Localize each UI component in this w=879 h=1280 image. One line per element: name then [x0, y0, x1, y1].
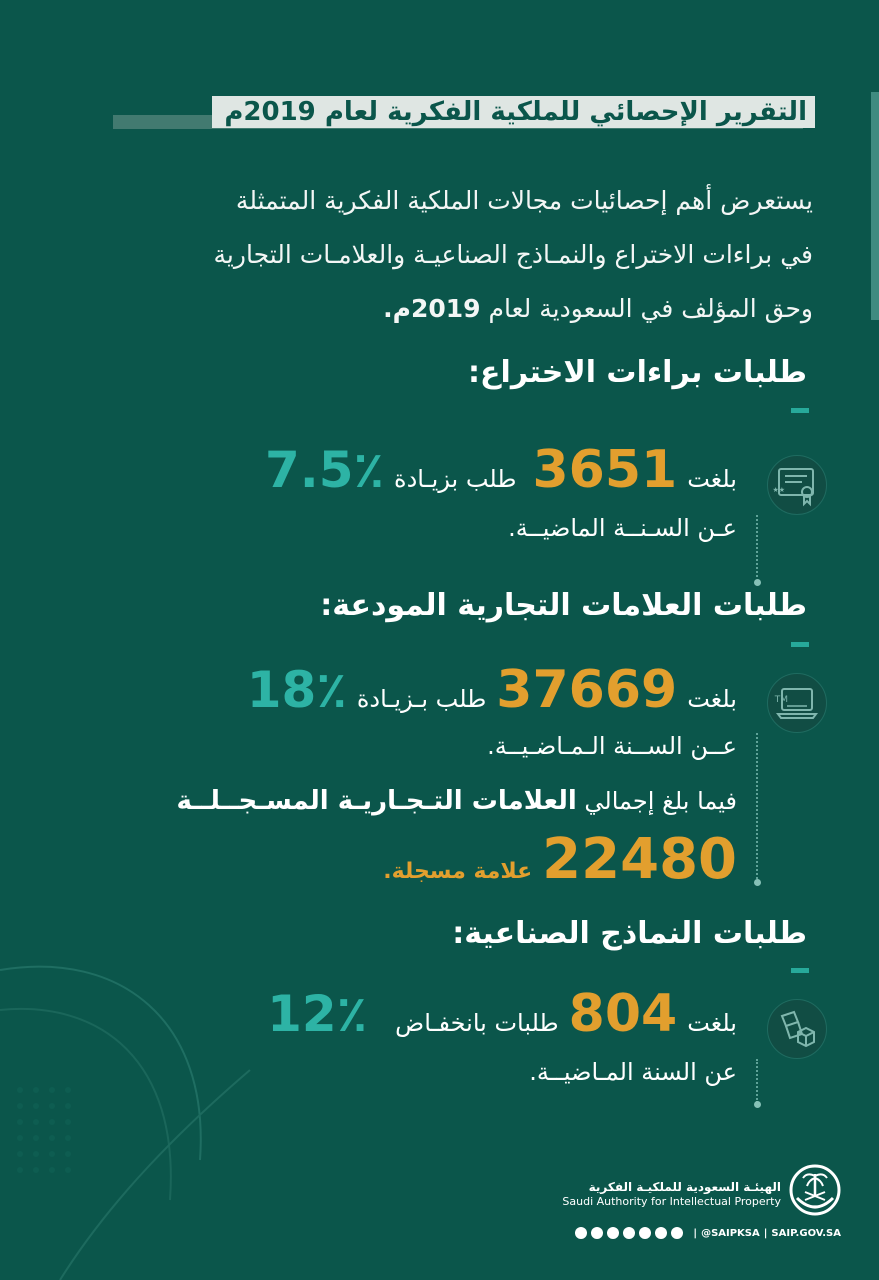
certificate-icon [772, 464, 818, 506]
patents-dash [791, 408, 809, 413]
patents-connector [754, 515, 758, 577]
trademarks-icon-badge [767, 673, 827, 733]
footer-org-en: Saudi Authority for Intellectual Property [562, 1195, 781, 1208]
footer-org-ar: الهيئـة السعودية للملكيـة الفكرية [588, 1180, 781, 1194]
intro-line-1: يستعرض أهم إحصائيات مجالات الملكية الفكرية المتمثلة [235, 186, 813, 215]
trademarks-total-value: 22480 [542, 827, 737, 892]
background-arcs-decoration [0, 900, 260, 1280]
trademarks-middle: طلب بـزيـادة [356, 685, 487, 713]
footer-links [575, 1227, 841, 1239]
svg-text:★★: ★★ [772, 486, 785, 494]
trademarks-connector [754, 733, 758, 879]
patents-value: 3651 [532, 440, 678, 500]
designs-value: 804 [568, 984, 678, 1044]
intro-line-2: في براءات الاختراع والنمـاذج الصناعيـة والعلامـات التجارية [213, 240, 813, 269]
patents-dot [754, 579, 761, 586]
facebook-icon[interactable] [575, 1227, 587, 1239]
linkedin-icon[interactable] [671, 1227, 683, 1239]
patents-suffix: عـن السـنــة الماضيــة. [508, 514, 737, 542]
patents-percent: 7.5٪ [264, 441, 385, 499]
youtube-icon[interactable] [607, 1227, 619, 1239]
footer-separator-2: | [763, 1227, 768, 1239]
intro-year: 2019م. [383, 294, 481, 323]
industrial-design-cube-icon [776, 1008, 818, 1050]
flickr-icon[interactable] [655, 1227, 667, 1239]
trademarks-total-bold: العلامات التـجـاريـة المسـجــلــة [176, 786, 577, 816]
patents-middle: طلب بزيـادة [394, 465, 517, 493]
trademarks-dash [791, 642, 809, 647]
patents-heading: طلبات براءات الاختراع: [468, 355, 807, 390]
twitter-icon[interactable] [591, 1227, 603, 1239]
page-title: التقرير الإحصائي للملكية الفكرية لعام 2019م [224, 97, 807, 127]
trademarks-prefix: بلغت [687, 685, 737, 713]
title-banner [212, 96, 815, 128]
trademarks-percent: 18٪ [246, 661, 347, 719]
trademarks-dot [754, 879, 761, 886]
trademarks-total-row [383, 827, 737, 892]
trademarks-heading: طلبات العلامات التجارية المودعة: [320, 588, 807, 623]
patents-prefix: بلغت [687, 465, 737, 493]
intro-line-3-text: وحق المؤلف في السعودية لعام [480, 294, 813, 323]
patents-stat-row [264, 440, 737, 500]
designs-middle: طلبات بانخفـاض [395, 1009, 559, 1037]
patents-icon-badge [767, 455, 827, 515]
footer-org-name [562, 1180, 781, 1208]
footer-handle[interactable]: @SAIPKSA [701, 1227, 760, 1239]
footer-website[interactable]: SAIP.GOV.SA [771, 1227, 841, 1239]
intro-line-3 [123, 282, 813, 336]
designs-dot [754, 1101, 761, 1108]
intro-paragraph [123, 174, 813, 336]
trademarks-stat-row [246, 660, 737, 720]
footer-separator-1: | [693, 1227, 698, 1239]
designs-suffix: عن السنة المـاضيــة. [529, 1058, 737, 1086]
designs-icon-badge [767, 999, 827, 1059]
designs-percent: 12٪ [267, 985, 368, 1043]
designs-connector [754, 1059, 758, 1103]
trademarks-suffix: عــن الســنة الـمـاضـيــة. [487, 732, 737, 760]
instagram-icon[interactable] [623, 1227, 635, 1239]
designs-heading: طلبات النماذج الصناعية: [452, 916, 807, 951]
trademarks-total-line [177, 786, 737, 816]
edge-accent-bar [871, 92, 879, 320]
snapchat-icon[interactable] [639, 1227, 651, 1239]
designs-stat-row [267, 984, 737, 1044]
designs-prefix: بلغت [687, 1009, 737, 1037]
trademarks-total-label: علامة مسجلة. [383, 859, 533, 884]
svg-text:TM: TM [774, 695, 788, 705]
trademarks-total-text: فيما بلغ إجمالي [576, 787, 737, 815]
palm-swords-logo-icon [787, 1160, 843, 1220]
trademark-laptop-icon [776, 682, 818, 724]
designs-dash [791, 968, 809, 973]
trademarks-value: 37669 [496, 660, 678, 720]
